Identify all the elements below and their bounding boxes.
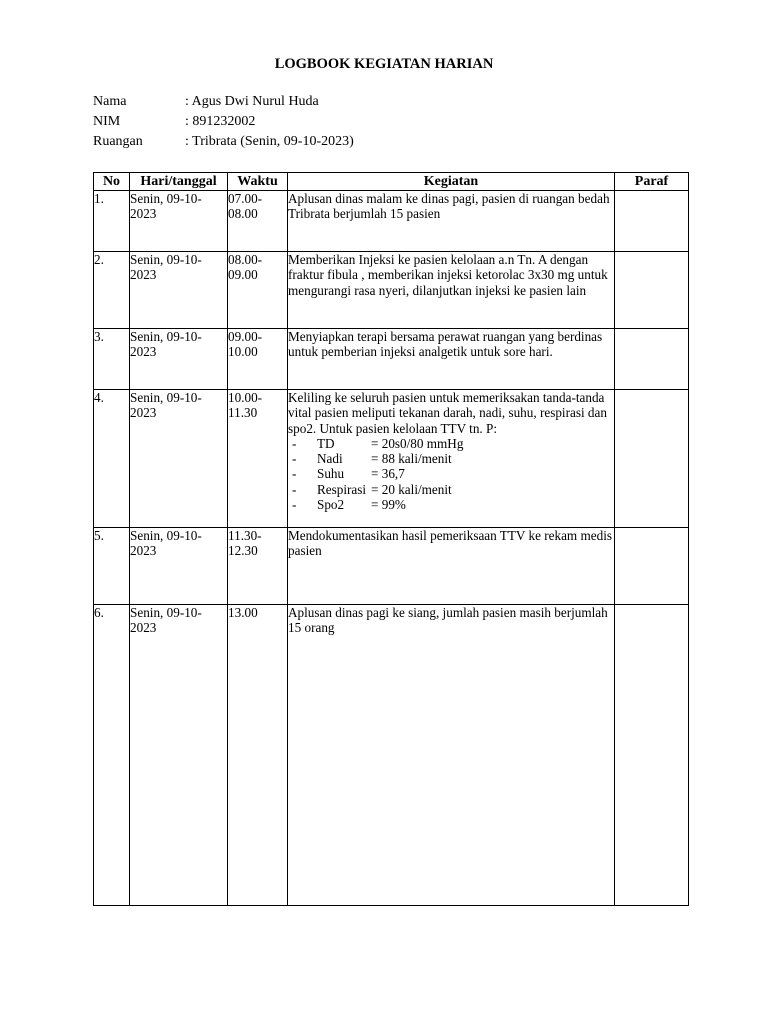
table-row	[94, 605, 689, 906]
row-time-start: 07.00-	[228, 191, 263, 206]
ttv-value: = 20s0/80 mmHg	[371, 435, 464, 451]
header-time: Waktu	[228, 173, 288, 191]
row-activity: Aplusan dinas malam ke dinas pagi, pasien di ruangan bedah Tribrata berjumlah 15 pasien	[288, 191, 610, 222]
header-paraf: Paraf	[615, 173, 689, 191]
row-date-year: 2023	[130, 206, 157, 222]
row-no: 5.	[94, 528, 104, 543]
row-paraf	[615, 329, 689, 390]
row-date: Senin, 09-10-	[130, 329, 202, 344]
ttv-dash: -	[292, 435, 297, 451]
header-activity: Kegiatan	[288, 173, 615, 191]
ruangan-label: Ruangan	[93, 134, 143, 149]
table-row	[94, 191, 689, 252]
nama-value: : Agus Dwi Nurul Huda	[185, 94, 319, 109]
page-title: LOGBOOK KEGIATAN HARIAN	[274, 56, 494, 72]
table-row	[94, 528, 689, 605]
ttv-value: = 20 kali/menit	[371, 481, 452, 497]
row-no: 3.	[94, 329, 104, 344]
row-paraf	[615, 252, 689, 329]
ttv-item	[288, 497, 614, 512]
ttv-value: = 36,7	[371, 466, 405, 482]
ruangan-value: : Tribrata (Senin, 09-10-2023)	[185, 134, 354, 149]
header-date: Hari/tanggal	[130, 173, 228, 191]
table-header-row	[94, 173, 689, 191]
table-row	[94, 329, 689, 390]
table-row	[94, 390, 689, 528]
ttv-label: TD	[317, 435, 335, 451]
info-nim	[93, 114, 255, 130]
ttv-label: Suhu	[317, 466, 345, 482]
row-activity: Aplusan dinas pagi ke siang, jumlah pasien masih berjumlah 15 orang	[288, 605, 608, 636]
ttv-dash: -	[292, 466, 297, 482]
row-no: 1.	[94, 191, 104, 206]
row-date-year: 2023	[130, 405, 157, 421]
info-nama	[93, 94, 319, 110]
row-date: Senin, 09-10-	[130, 252, 202, 267]
row-time-start: 13.00	[228, 605, 258, 620]
row-no: 4.	[94, 390, 104, 405]
row-activity: Memberikan Injeksi ke pasien kelolaan a.n Tn. A dengan fraktur fibula , memberikan injeksi ketorolac 3x30 mg untuk mengurangi rasa nyeri, dilanjutkan injeksi ke pasien lain	[288, 252, 608, 298]
row-date-year: 2023	[130, 344, 157, 360]
ttv-item	[288, 466, 614, 481]
row-paraf	[615, 605, 689, 906]
nama-label: Nama	[93, 94, 127, 109]
ttv-item	[288, 451, 614, 466]
row-time-start: 09.00-	[228, 329, 263, 344]
ttv-label: Nadi	[317, 451, 343, 467]
row-time-start: 10.00-	[228, 390, 263, 405]
row-time-end: 08.00	[228, 206, 258, 222]
row-time-start: 11.30-	[228, 528, 262, 543]
header-no: No	[94, 173, 130, 191]
row-date: Senin, 09-10-	[130, 390, 202, 405]
row-date-year: 2023	[130, 620, 157, 636]
info-ruangan	[93, 134, 354, 150]
logbook-table	[93, 172, 689, 906]
row-time-end: 12.30	[228, 543, 258, 559]
row-paraf	[615, 390, 689, 528]
row-date-year: 2023	[130, 543, 157, 559]
ttv-dash: -	[292, 481, 297, 497]
nim-value: : 891232002	[185, 114, 256, 129]
row-date: Senin, 09-10-	[130, 191, 202, 206]
ttv-dash: -	[292, 497, 297, 513]
row-time-end: 11.30	[228, 405, 258, 421]
ttv-label: Spo2	[317, 497, 345, 513]
row-time-end: 09.00	[228, 267, 258, 283]
ttv-dash: -	[292, 451, 297, 467]
row-time-end: 10.00	[228, 344, 258, 360]
row-date: Senin, 09-10-	[130, 528, 202, 543]
nim-label: NIM	[93, 114, 121, 129]
ttv-value: = 88 kali/menit	[371, 451, 452, 467]
row-no: 2.	[94, 252, 104, 267]
row-paraf	[615, 528, 689, 605]
row-activity: Menyiapkan terapi bersama perawat ruangan yang berdinas untuk pemberian injeksi analgetik untuk sore hari.	[288, 329, 603, 360]
ttv-item	[288, 436, 614, 451]
ttv-label: Respirasi	[317, 481, 367, 497]
row-activity: Keliling ke seluruh pasien untuk memeriksakan tanda-tanda vital pasien meliputi tekanan darah, nadi, suhu, respirasi dan spo2. Untuk pasien kelolaan TTV tn. P:	[288, 390, 607, 436]
row-no: 6.	[94, 605, 104, 620]
ttv-list	[288, 436, 614, 512]
ttv-item	[288, 482, 614, 497]
row-paraf	[615, 191, 689, 252]
row-date-year: 2023	[130, 267, 157, 283]
ttv-value: = 99%	[371, 497, 406, 513]
row-time-start: 08.00-	[228, 252, 263, 267]
row-activity: Mendokumentasikan hasil pemeriksaan TTV ke rekam medis pasien	[288, 528, 612, 559]
row-date: Senin, 09-10-	[130, 605, 202, 620]
table-row	[94, 252, 689, 329]
